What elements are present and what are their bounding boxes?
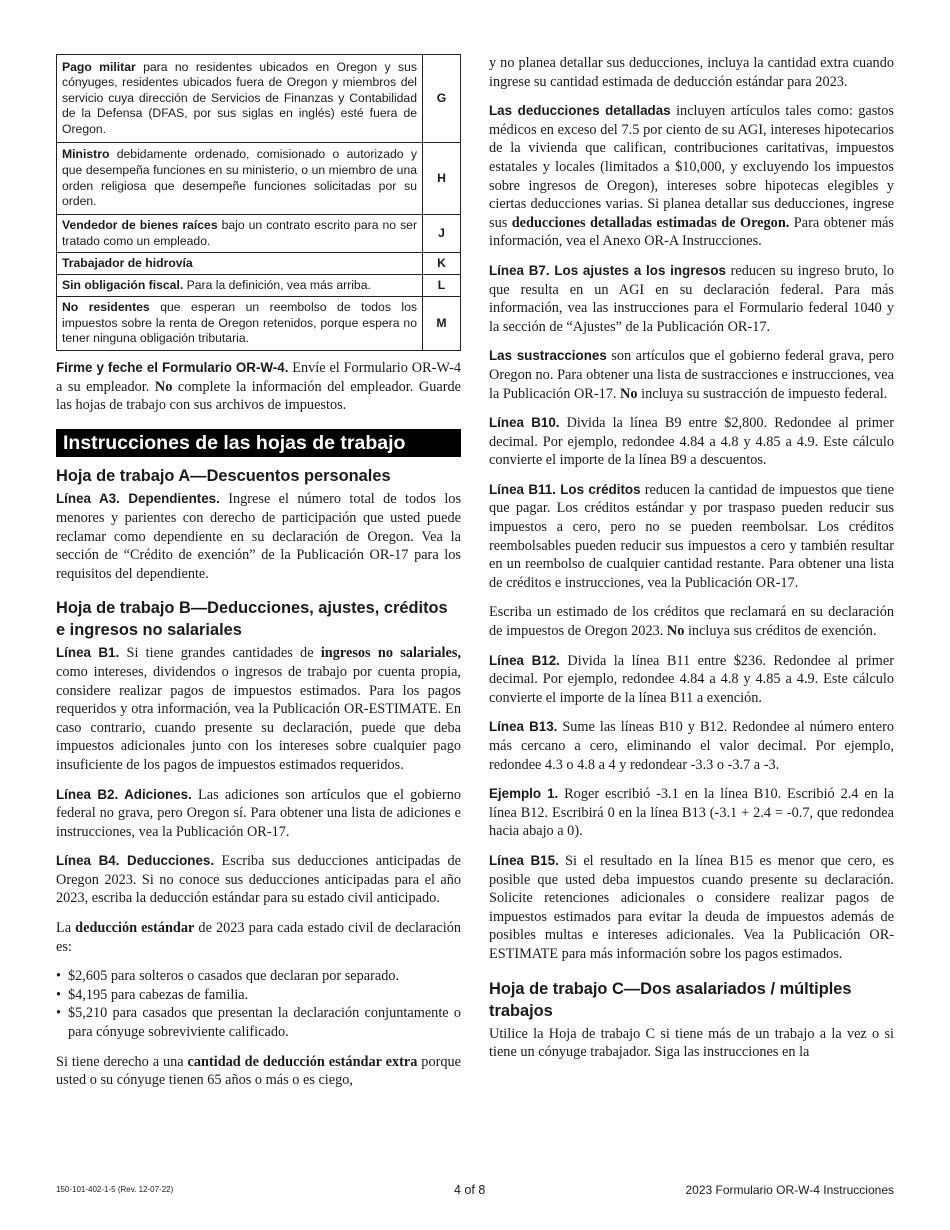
para-lead: Línea B4. Deducciones. bbox=[56, 853, 215, 869]
para-text: Las adiciones son artículos que el gobierno federal no grava, pero Oregon sí. Para obtener una lista de adiciones e instrucciones, vea la Publicación OR-17. bbox=[56, 786, 462, 840]
row-lead: Pago militar bbox=[62, 59, 136, 74]
para-text: incluya sus créditos de exención. bbox=[684, 623, 877, 640]
form-title: 2023 Formulario OR-W-4 Instrucciones bbox=[685, 1183, 894, 1197]
list-item: • $4,195 para cabezas de familia. bbox=[56, 986, 461, 1005]
para-text: Escriba un estimado de los créditos que reclamará en su declaración de impuestos de Oregon 2023. bbox=[489, 604, 894, 640]
para-bold: No bbox=[620, 385, 638, 402]
row-code: G bbox=[423, 55, 461, 143]
para-lead: Línea B13. bbox=[489, 719, 558, 735]
line-a3-paragraph bbox=[56, 490, 461, 583]
para-lead: Línea B11. Los créditos bbox=[489, 481, 641, 497]
para-text: Sume las líneas B10 y B12. Redondee al número entero más cercano a cero, eliminando el valor decimal. Por ejemplo, redondee 4.3 o 4.8 a 4 y redondear -3.3 o -3.7 a -3. bbox=[489, 719, 894, 773]
line-b10-paragraph bbox=[489, 414, 894, 470]
worksheet-a-heading: Hoja de trabajo A—Descuentos personales bbox=[56, 467, 391, 486]
para-text: Si el resultado en la línea B15 es menor que cero, es posible que usted deba impuestos cuando presente su declaración. Solicite retenciones adicionales o considere realizar pagos de impuestos estimados para evitar la deuda de impuestos además de posibles multas e intereses adicionales. Vea la Publicación OR-ESTIMATE para más información sobre los pagos estimados. bbox=[489, 852, 894, 962]
row-lead: Ministro bbox=[62, 147, 110, 162]
para-text: reducen la cantidad de impuestos que tiene que pagar. Los créditos estándar y por traspaso pueden reducir sus impuestos a cero, pero no se pueden reembolsar. Los créditos reembolsables pueden reducir sus impuestos a cero y también resultar en un reembolso de cualquier cantidad restante. Para obtener una lista de créditos e instrucciones, vea la Publicación OR-17. bbox=[489, 481, 894, 591]
para-text: son artículos que el gobierno federal grava, pero Oregon no. Para obtener una lista de sustracciones e instrucciones, vea la Publicación OR-17. bbox=[489, 348, 894, 402]
para-text: Divida la línea B9 entre $2,800. Redondee al primer decimal. Por ejemplo, redondee 4.84 a 4.8 y 4.85 a 4.9. Este cálculo convierte el importe de la línea B9 a descuentos. bbox=[489, 415, 894, 469]
line-b1-paragraph bbox=[56, 644, 461, 774]
para-text: reducen su ingreso bruto, lo que resulta en un AGI en su declaración federal. Para más información, vea las instrucciones para el Formulario federal 1040 y la sección de “Ajustes” de la Publicación OR-17. bbox=[489, 262, 894, 335]
para-lead: Línea B1. bbox=[56, 645, 120, 661]
table-row bbox=[57, 275, 461, 297]
para-text: incluya su sustracción de impuesto federal. bbox=[637, 385, 888, 402]
section-banner: Instrucciones de las hojas de trabajo bbox=[56, 429, 461, 458]
page-number: 4 of 8 bbox=[454, 1183, 486, 1197]
row-description bbox=[57, 55, 423, 143]
table-row bbox=[57, 297, 461, 351]
para-bold: No bbox=[154, 378, 173, 395]
exemption-codes-table bbox=[56, 54, 461, 351]
row-lead: Sin obligación fiscal. bbox=[62, 277, 184, 292]
para-text: Si tiene grandes cantidades de bbox=[119, 645, 321, 662]
row-text: debidamente ordenado, comisionado o autorizado y que desempeña funciones en su ministerio, o un miembro de una orden religiosa que desempeñe funciones solicitadas por su orden. bbox=[62, 147, 417, 209]
para-bold: No bbox=[666, 623, 685, 640]
para-text: incluyen artículos tales como: gastos médicos en exceso del 7.5 por ciento de su AGI, intereses hipotecarios de la vivienda que califican, contribuciones caritativas, impuestos estatales y locales (limitados a $10,000, y excluyendo los impuestos sobre ingresos de Oregon), intereses sobre hipotecas elegibles y ciertas deducciones varias. Si planea detallar sus deducciones, ingrese sus bbox=[489, 103, 894, 231]
worksheet-c-heading: Hoja de trabajo C—Dos asalariados / múltiples trabajos bbox=[489, 979, 852, 1020]
example-1-paragraph bbox=[489, 785, 894, 841]
para-lead: Línea A3. Dependientes. bbox=[56, 491, 220, 507]
row-code: J bbox=[423, 215, 461, 253]
worksheet-c-paragraph: Utilice la Hoja de trabajo C si tiene más de un trabajo a la vez o si tiene un cónyuge trabajador. Siga las instrucciones en la bbox=[489, 1025, 894, 1061]
para-text: porque usted o su cónyuge tienen 65 años o más o es ciego, bbox=[56, 1053, 461, 1089]
table-row bbox=[57, 253, 461, 275]
para-bold: deducción estándar bbox=[75, 920, 195, 937]
left-column bbox=[56, 54, 461, 1101]
para-text: Divida la línea B11 entre $236. Redondee al primer decimal. Por ejemplo, redondee 4.84 a 4.8 y 4.85 a 4.9. Este cálculo convierte el importe de la línea B11 a exención. bbox=[489, 652, 894, 706]
row-text: para no residentes ubicados en Oregon y sus cónyuges, residentes ubicados fuera de Oregon y miembros del servicio cuya dirección de Servicios de Finanzas y Contabilidad de la Defensa (DFAS, por sus siglas en inglés) esté fuera de Oregon. bbox=[62, 59, 417, 136]
line-b7-paragraph bbox=[489, 262, 894, 336]
para-text: La bbox=[56, 920, 76, 937]
list-item: • $5,210 para casados que presentan la declaración conjuntamente o para cónyuge sobreviviente calificado. bbox=[56, 1004, 461, 1041]
para-bold: ingresos no salariales, bbox=[320, 645, 461, 662]
para-text: Si tiene derecho a una bbox=[56, 1053, 188, 1070]
para-lead: Línea B10. bbox=[489, 415, 560, 431]
row-description bbox=[57, 297, 423, 351]
row-text: Para la definición, vea más arriba. bbox=[183, 277, 371, 292]
line-b2-paragraph bbox=[56, 786, 461, 842]
list-item: • $2,605 para solteros o casados que declaran por separado. bbox=[56, 967, 461, 986]
row-description bbox=[57, 215, 423, 253]
continuation-paragraph: y no planea detallar sus deducciones, incluya la cantidad extra cuando ingrese su cantidad estimada de deducción estándar para 2023. bbox=[489, 55, 894, 90]
para-lead: Las sustracciones bbox=[489, 348, 607, 364]
para-lead: Firme y feche el Formulario OR-W-4. bbox=[56, 360, 289, 375]
row-text: bajo un contrato escrito para no ser tratado como un empleado. bbox=[62, 217, 417, 248]
line-b15-paragraph bbox=[489, 852, 894, 964]
row-code: H bbox=[423, 143, 461, 215]
subtractions-paragraph bbox=[489, 347, 894, 403]
standard-deduction-paragraph bbox=[56, 919, 461, 956]
para-lead: Línea B7. Los ajustes a los ingresos bbox=[489, 262, 726, 278]
row-lead: Vendedor de bienes raíces bbox=[62, 217, 218, 232]
row-description bbox=[57, 275, 423, 297]
standard-deduction-list bbox=[56, 967, 461, 1041]
para-text: como intereses, dividendos o ingresos de trabajo por cuenta propia, considere realizar pagos de impuestos estimados. Para los pagos requeridos y otra información, vea la Publicación OR-ESTIMATE. En caso contrario, cuando presente su declaración, puede que deba impuestos adicionales junto con los intereses sobre cualquier pago insuficiente de los pagos de impuestos estimados requeridos. bbox=[56, 663, 461, 773]
right-column bbox=[489, 54, 894, 1073]
para-text: Roger escribió -3.1 en la línea B10. Escribió 2.4 en la línea B12. Escribirá 0 en la línea B13 (-3.1 + 2.4 = -0.7, que redondea hacia abajo a 0). bbox=[489, 786, 894, 840]
para-lead: Las deducciones detalladas bbox=[489, 103, 671, 119]
line-b12-paragraph bbox=[489, 652, 894, 708]
row-code: M bbox=[423, 297, 461, 351]
para-text: Para obtener más información, vea el Anexo OR-A Instrucciones. bbox=[489, 214, 894, 250]
table-row bbox=[57, 143, 461, 215]
para-bold: deducciones detalladas estimadas de Oregon. bbox=[511, 214, 790, 231]
para-lead: Ejemplo 1. bbox=[489, 786, 559, 802]
para-text: complete la información del empleador. Guarde las hojas de trabajo con sus archivos de impuestos. bbox=[56, 378, 461, 414]
para-text: de 2023 para cada estado civil de declaración es: bbox=[56, 920, 461, 955]
line-b11-paragraph bbox=[489, 481, 894, 593]
row-lead: Trabajador de hidrovía bbox=[62, 255, 193, 270]
row-description bbox=[57, 253, 423, 275]
table-row bbox=[57, 55, 461, 143]
line-b13-paragraph bbox=[489, 718, 894, 774]
table-row bbox=[57, 215, 461, 253]
para-lead: Línea B2. Adiciones. bbox=[56, 786, 192, 802]
credits-estimate-paragraph bbox=[489, 603, 894, 640]
sign-paragraph bbox=[56, 359, 461, 415]
para-text: Envíe el Formulario OR-W-4 a su empleador. bbox=[56, 360, 461, 395]
para-bold: cantidad de deducción estándar extra bbox=[187, 1053, 418, 1070]
line-b4-paragraph bbox=[56, 852, 461, 908]
worksheet-b-heading: Hoja de trabajo B—Deducciones, ajustes, créditos e ingresos no salariales bbox=[56, 599, 448, 640]
row-code: L bbox=[423, 275, 461, 297]
para-text: Escriba sus deducciones anticipadas de Oregon 2023. Si no conoce sus deducciones anticipadas para el año 2023, escriba la deducción estándar para su estado civil anticipado. bbox=[56, 853, 461, 907]
para-text: Ingrese el número total de todos los menores y parientes con derecho de participación que usted puede reclamar como dependiente en su declaración de Oregon. Vea la sección de “Crédito de exención” de la Publicación OR-17 para los requisitos del dependiente. bbox=[56, 491, 462, 582]
itemized-paragraph bbox=[489, 102, 894, 251]
row-text: que esperan un reembolso de todos los impuestos sobre la renta de Oregon retenidos, porque espera no tener ninguna obligación tributaria. bbox=[62, 300, 417, 346]
para-lead: Línea B15. bbox=[489, 852, 559, 868]
para-lead: Línea B12. bbox=[489, 652, 560, 668]
row-description bbox=[57, 143, 423, 215]
row-lead: No residentes bbox=[62, 300, 150, 315]
form-id: 150-101-402-1-5 (Rev. 12-07-22) bbox=[56, 1185, 174, 1194]
row-code: K bbox=[423, 253, 461, 275]
extra-deduction-paragraph bbox=[56, 1053, 461, 1090]
